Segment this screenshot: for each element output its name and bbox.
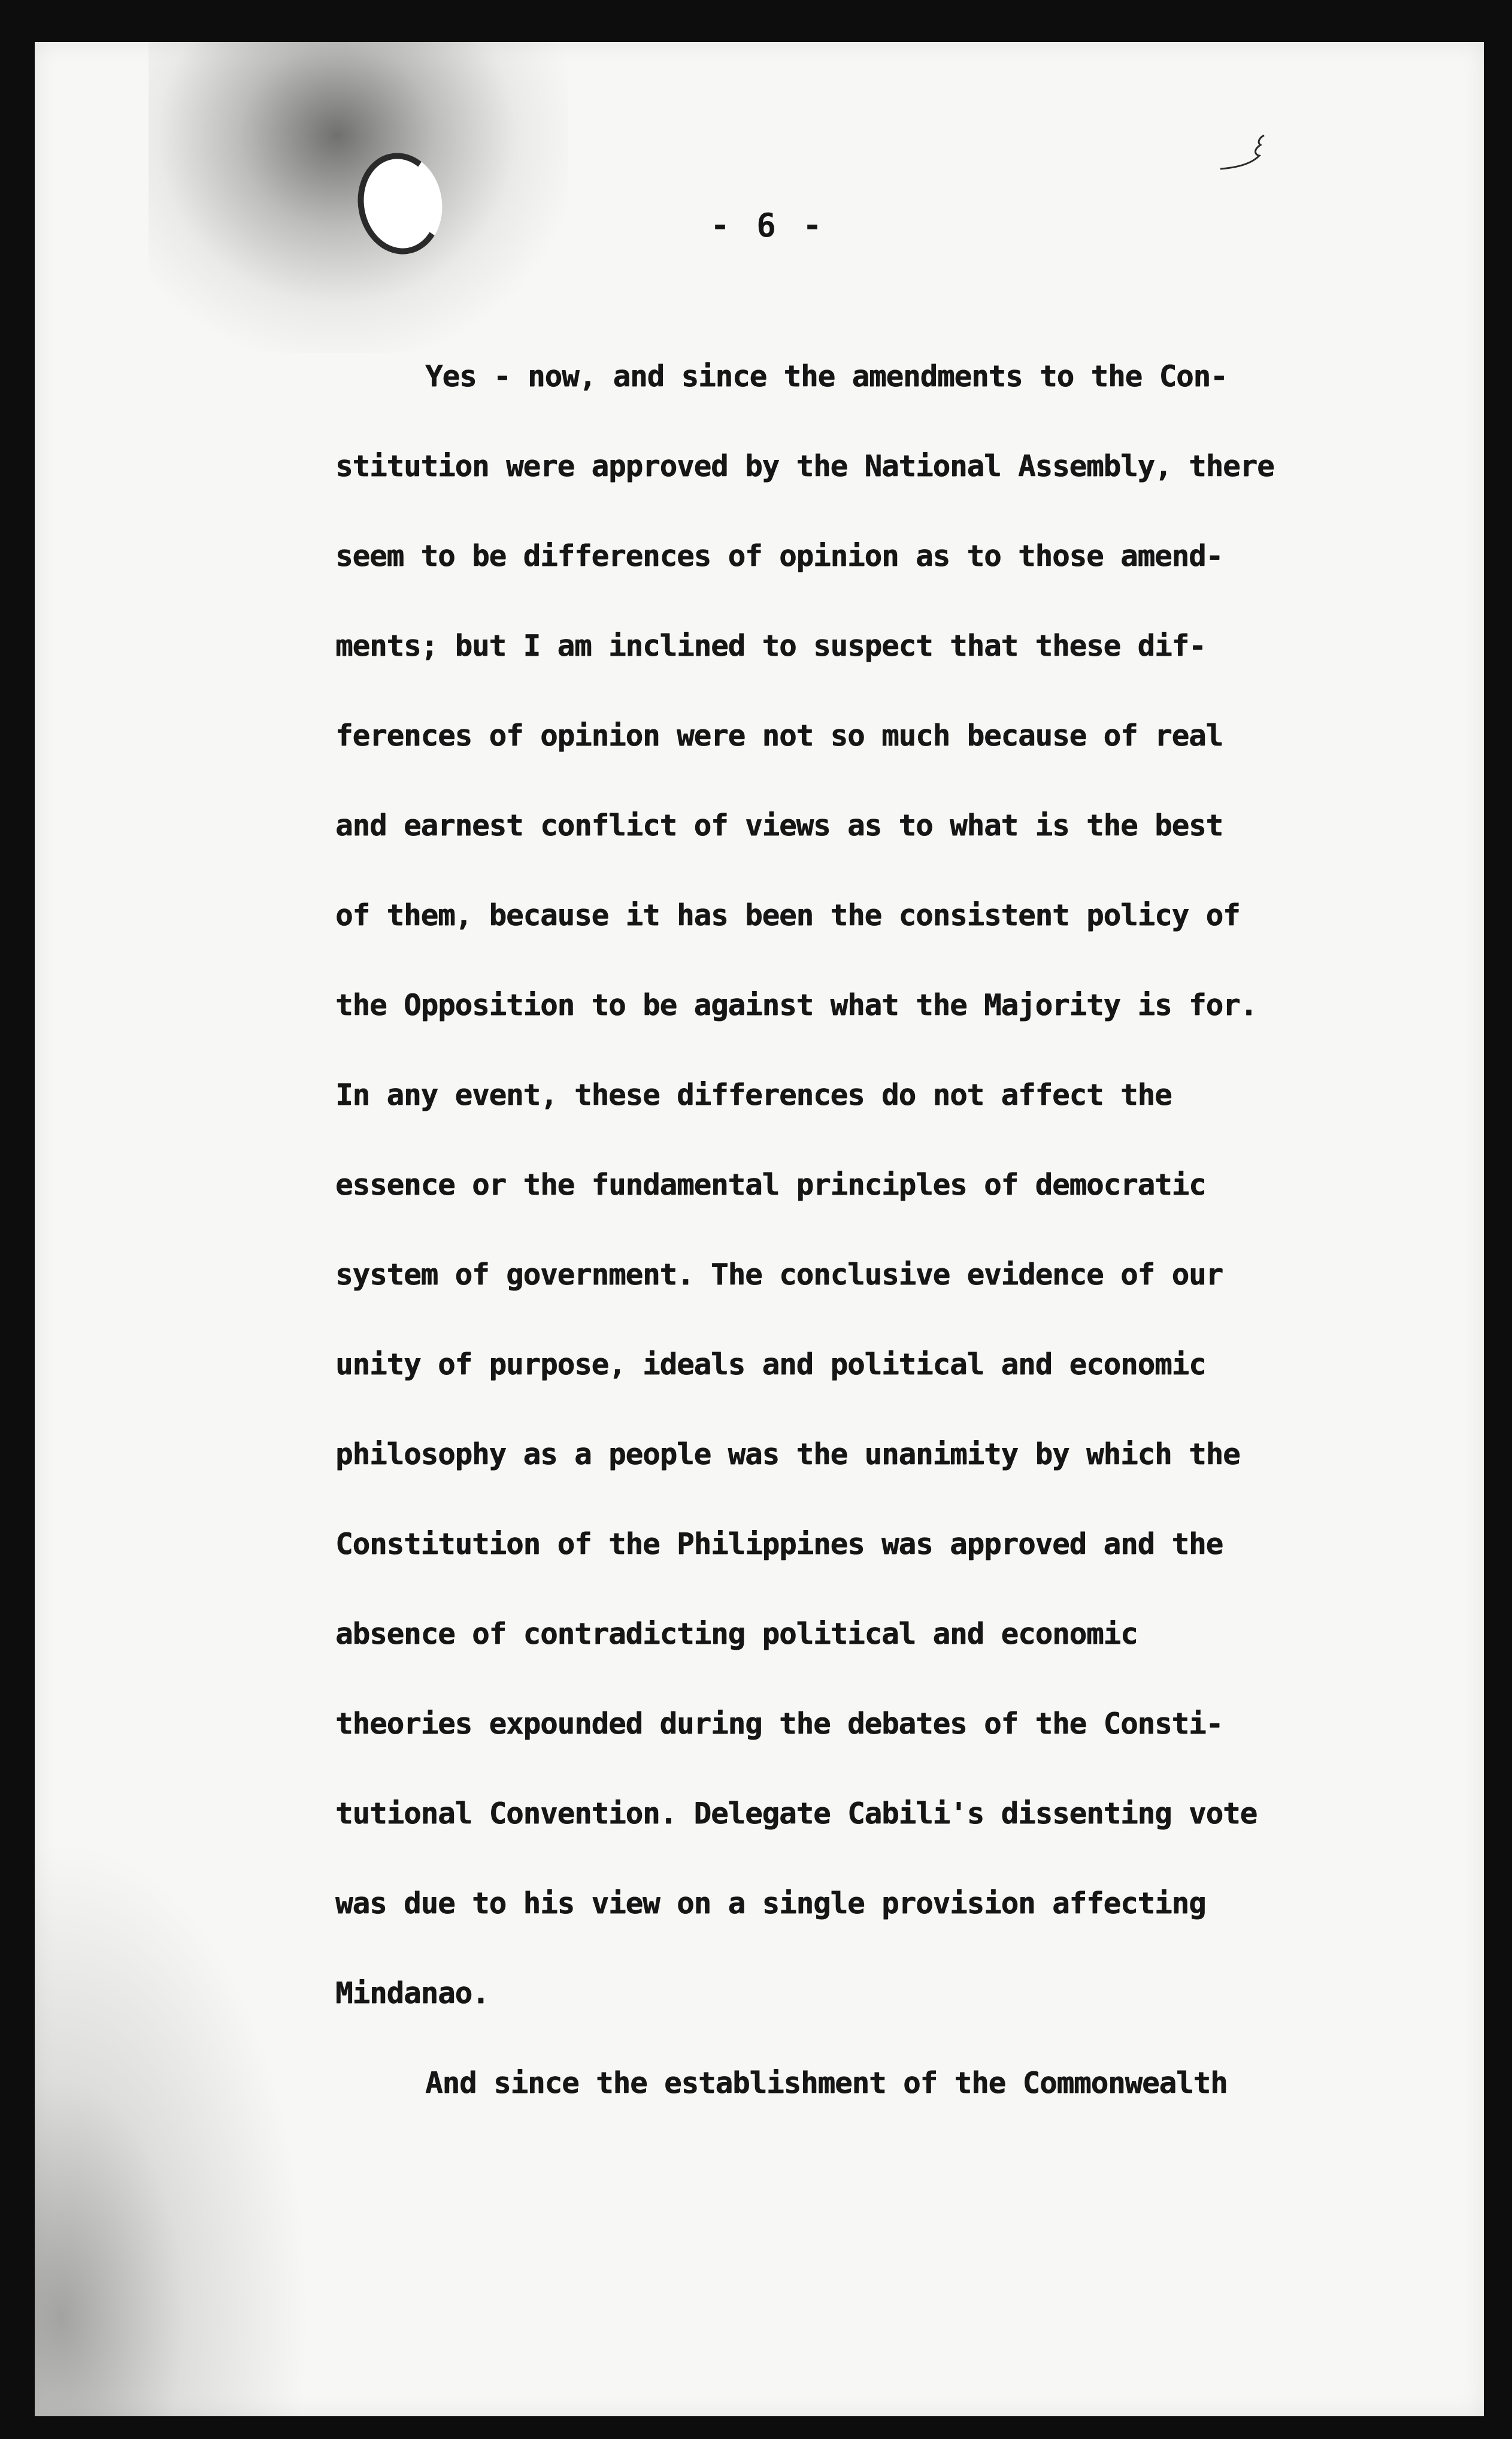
text-line: Constitution of the Philippines was approved and the	[335, 1527, 1223, 1561]
text-line: In any event, these differences do not affect the	[335, 1078, 1172, 1112]
text-line: essence or the fundamental principles of democratic	[335, 1168, 1206, 1202]
text-line: tutional Convention. Delegate Cabili's dissenting vote	[335, 1796, 1258, 1831]
text-line: absence of contradicting political and economic	[335, 1617, 1138, 1651]
text-line: seem to be differences of opinion as to those amend-	[335, 539, 1223, 573]
text-line: ferences of opinion were not so much because of real	[335, 719, 1223, 753]
text-line: was due to his view on a single provision affecting	[335, 1886, 1206, 1920]
text-line: And since the establishment of the Commonwealth	[425, 2066, 1228, 2100]
pencil-mark	[1217, 132, 1271, 180]
text-line: of them, because it has been the consistent policy of	[335, 898, 1240, 932]
text-line: ments; but I am inclined to suspect that these dif-	[335, 629, 1206, 663]
text-line: unity of purpose, ideals and political and economic	[335, 1347, 1206, 1381]
text-line: Yes - now, and since the amendments to the Con-	[425, 359, 1228, 393]
text-line: Mindanao.	[335, 1976, 489, 2010]
text-line: theories expounded during the debates of the Consti-	[335, 1707, 1223, 1741]
text-line: philosophy as a people was the unanimity by which the	[335, 1437, 1240, 1471]
document-page	[35, 42, 1484, 2416]
page-number: - 6 -	[710, 207, 826, 244]
text-line: and earnest conflict of views as to what is the best	[335, 808, 1223, 843]
text-line: system of government. The conclusive evidence of our	[335, 1258, 1223, 1292]
text-line: stitution were approved by the National Assembly, there	[335, 449, 1274, 483]
text-line: the Opposition to be against what the Majority is for.	[335, 988, 1258, 1022]
